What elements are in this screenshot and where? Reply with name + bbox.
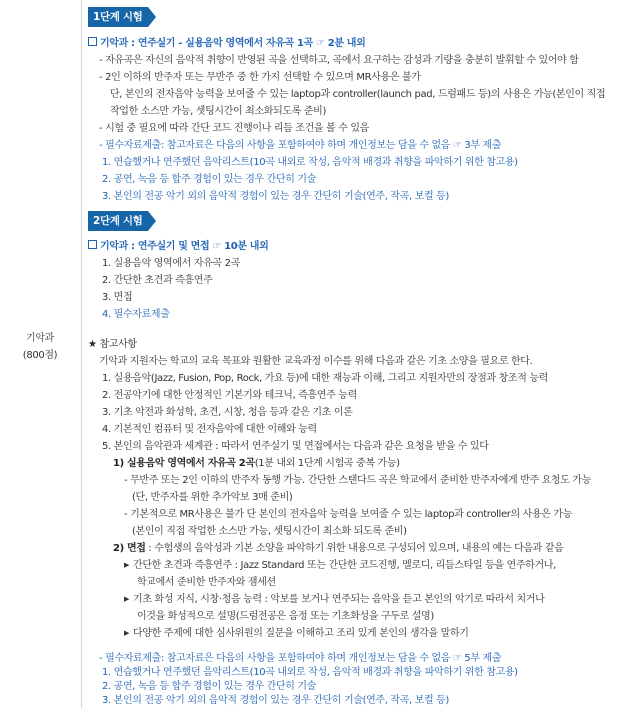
stage1-heading [88, 35, 365, 52]
notes-intro: 기악과 지원자는 학교의 교육 목표와 원활한 교육과정 이수를 위해 다음과 같은 기초 소양을 필요로 한다. [99, 356, 533, 367]
stage1-requirement-title: - 필수자료제출: 참고자료은 다음의 사항을 포함하여야 하며 개인정보는 담을 수 없음 ☞ 3부 제출 [99, 140, 502, 151]
notes-requirement-title: - 필수자료제출: 참고자료은 다음의 사항을 포함하여야 하며 개인정보는 담을 수 없음 ☞ 5부 제출 [99, 653, 502, 664]
stage2-item: 2. 간단한 초견과 즉흥연주 [102, 275, 213, 286]
checkbox-icon [88, 240, 97, 249]
stage2-item: 4. 필수자료제출 [102, 309, 170, 320]
notes-requirement-item: 3. 본인의 전공 악기 외의 음악적 경험이 있는 경우 간단히 기술(연주, 작곡, 보컬 등) [102, 695, 449, 706]
notes-sub1-heading [113, 455, 400, 472]
notes-bullet-cont: 학교에서 준비한 반주자와 잼세션 [137, 577, 276, 588]
stage1-requirement-item: 1. 연습했거나 연주했던 음악리스트(10곡 내외로 작성, 음악적 배경과 취향을 파악하기 위한 참고용) [102, 157, 518, 168]
notes-sub1-line: - 무반주 또는 2인 이하의 반주자 동행 가능. 간단한 스탠다드 곡은 학교에서 준비한 반주자에게 반주 요청도 가능 [124, 475, 591, 486]
notes-bullet [124, 591, 544, 608]
department-score: (800점) [22, 350, 58, 361]
notes-item: 4. 기본적인 컴퓨터 및 전자음악에 대한 이해와 능력 [102, 424, 317, 435]
column-divider [81, 0, 82, 708]
notes-item: 1. 실용음악(Jazz, Fusion, Pop, Rock, 가요 등)에 대한 재능과 이해, 그리고 지원자만의 장점과 창조적 능력 [102, 373, 548, 384]
notes-item: 5. 본인의 음악관과 세계관 : 따라서 연주실기 및 면접에서는 다음과 같은 요청을 받을 수 있다 [102, 441, 489, 452]
notes-title: ★ 참고사항 [88, 339, 137, 350]
notes-item: 3. 기초 악전과 화성학, 초견, 시창, 청음 등과 같은 기초 이론 [102, 407, 353, 418]
stage2-item: 1. 실용음악 영역에서 자유곡 2곡 [102, 258, 240, 269]
notes-sub1-line: (단, 반주자를 위한 추가악보 3매 준비) [132, 492, 293, 503]
stage2-heading [88, 238, 268, 255]
stage2-item: 3. 면접 [102, 292, 133, 303]
stage2-heading-text: 기악과 : 연주실기 및 면접 ☞ 10분 내외 [100, 241, 269, 252]
notes-sub2-bold: 2) 면접 [113, 543, 146, 554]
notes-requirement-item: 2. 공연, 녹음 등 합주 경험이 있는 경우 간단히 기술 [102, 681, 317, 692]
triangle-bullet-icon: ▶ [124, 629, 130, 637]
notes-bullet [124, 557, 556, 574]
department-label [0, 330, 80, 364]
notes-sub1-line: - 기본적으로 MR사용은 불가 단 본인의 전자음악 능력을 보여줄 수 있는 laptop과 controller의 사용은 가능 [124, 509, 573, 520]
notes-sub2-rest: : 수험생의 음악성과 기본 소양을 파악하기 위한 내용으로 구성되어 있으며, 내용의 예는 다음과 같음 [145, 543, 564, 554]
notes-sub1-line: (본인이 직접 작업한 소스만 가능, 셋팅시간이 최소화 되도록 준비) [132, 526, 407, 537]
notes-bullet-text: 기초 화성 지식, 시창·청음 능력 : 악보를 보거나 연주되는 음악을 듣고 본인의 악기로 따라서 치거나 [133, 594, 545, 605]
left-column [0, 0, 80, 708]
notes-bullet-cont: 이것을 화성적으로 설명(드럼전공은 음정 또는 기초화성을 구두로 설명) [137, 611, 434, 622]
notes-sub1-bold: 1) 실용음악 영역에서 자유곡 2곡 [113, 458, 255, 469]
stage1-requirement-item: 2. 공연, 녹음 등 합주 경험이 있는 경우 간단히 기술 [102, 174, 317, 185]
notes-requirement-item: 1. 연습했거나 연주했던 음악리스트(10곡 내외로 작성, 음악적 배경과 취향을 파악하기 위한 참고용) [102, 667, 518, 678]
triangle-bullet-icon: ▶ [124, 561, 130, 569]
stage1-line: - 2인 이하의 반주자 또는 무반주 중 한 가지 선택할 수 있으며 MR사용은 불가 [99, 72, 421, 83]
notes-sub1-rest: (1분 내외 1단계 시험곡 중복 가능) [254, 458, 400, 469]
notes-bullet-text: 다양한 주제에 대한 심사위원의 질문을 이해하고 조리 있게 본인의 생각을 말하기 [133, 628, 469, 639]
department-name: 기악과 [26, 333, 54, 344]
stage1-line: - 시험 중 필요에 따라 간단 코드 진행이나 리듬 조건을 볼 수 있음 [99, 123, 369, 134]
stage1-requirement-item: 3. 본인의 전공 악기 외의 음악적 경험이 있는 경우 간단히 기술(연주, 작곡, 보컬 등) [102, 191, 449, 202]
stage1-line: 단, 본인의 전자음악 능력을 보여줄 수 있는 laptop과 controller(launch pad, 드럼패드 등)의 사용은 가능(본인이 직접 [110, 89, 606, 100]
notes-bullet [124, 625, 469, 642]
stage1-heading-text: 기악과 : 연주실기 - 실용음악 영역에서 자유곡 1곡 ☞ 2분 내외 [100, 38, 366, 49]
triangle-bullet-icon: ▶ [124, 595, 130, 603]
stage1-badge: 1단계 시험 [88, 7, 148, 27]
notes-bullet-text: 간단한 초견과 즉흥연주 : Jazz Standard 또는 간단한 코드진행, 멜로디, 리듬스타일 등을 연주하거나, [133, 560, 556, 571]
checkbox-icon [88, 37, 97, 46]
stage1-line: 작업한 소스만 가능, 셋팅시간이 최소화되도록 준비) [110, 106, 327, 117]
stage2-badge: 2단계 시험 [88, 211, 148, 231]
notes-item: 2. 전공악기에 대한 안정적인 기본기와 테크닉, 즉흥연주 능력 [102, 390, 357, 401]
stage1-line: - 자유곡은 자신의 음악적 취향이 반영된 곡을 선택하고, 곡에서 요구하는 감성과 기량을 충분히 발휘할 수 있어야 함 [99, 55, 579, 66]
notes-sub2-heading [113, 540, 563, 557]
